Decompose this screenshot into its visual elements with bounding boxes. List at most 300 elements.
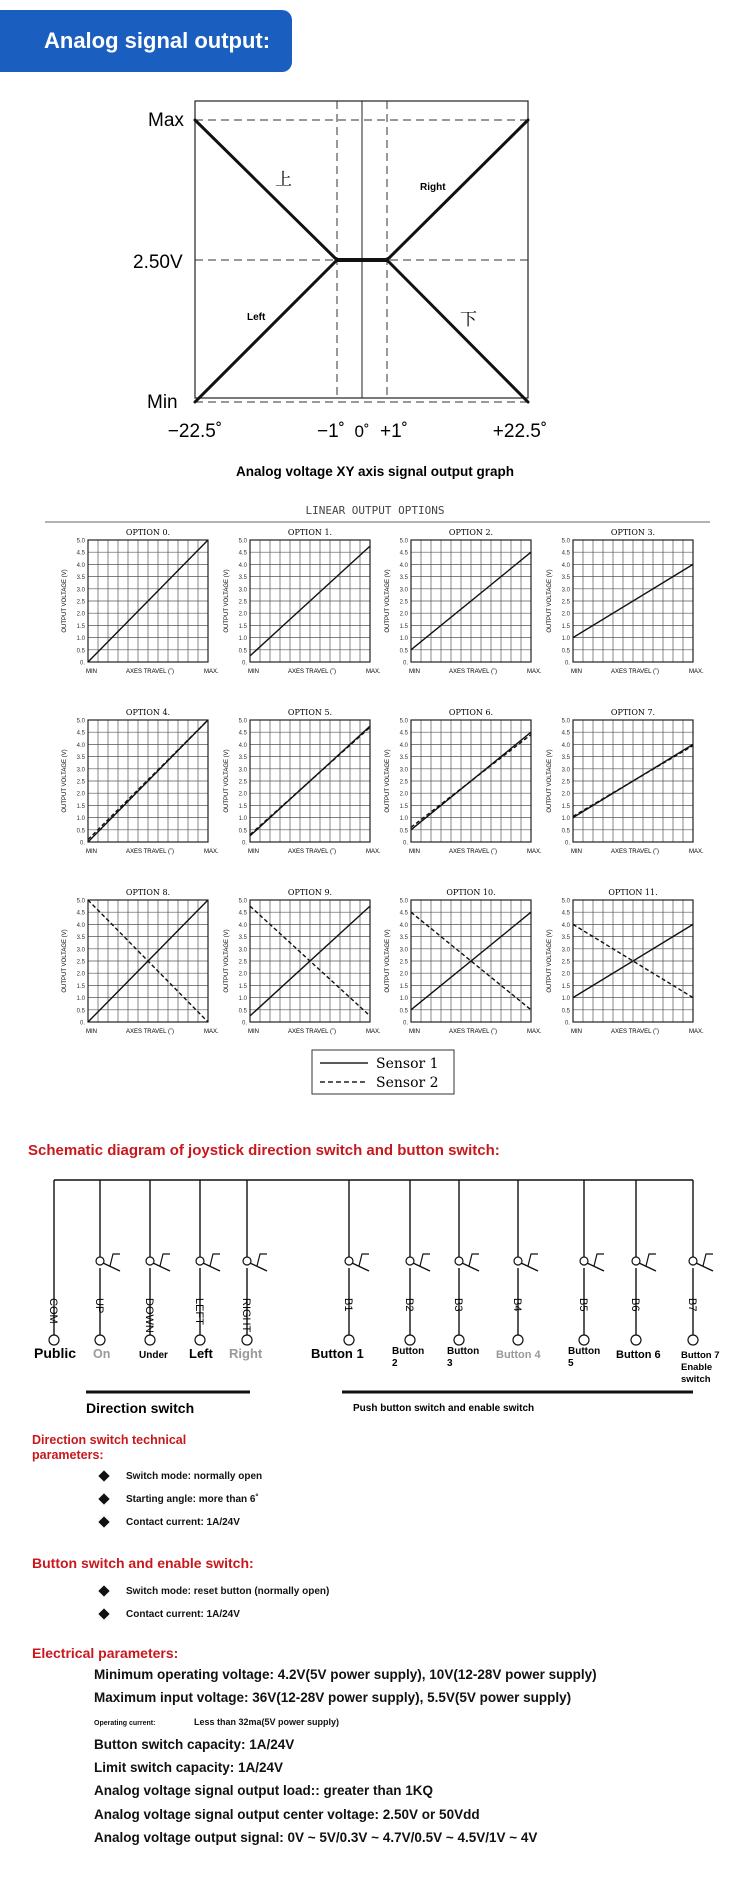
y-tick-label: 2.0 [238,791,247,798]
y-tick-label: 4.5 [76,910,85,917]
y-axis-label: OUTPUT VOLTAGE (V) [62,569,68,633]
y-tick-label: 0.5 [238,1008,247,1015]
y-tick-label: 3.0 [561,587,570,594]
pin-terminal [145,1335,155,1345]
switch-contact [511,1180,538,1345]
y-tick-label: 1.0 [561,996,570,1003]
y-tick-label: 4.5 [399,910,408,917]
label-button2b: 2 [392,1358,398,1369]
x-axis-label: AXES TRAVEL (˚) [126,849,174,855]
y-tick-label: 4.5 [399,550,408,557]
y-tick-label: 3.0 [238,587,247,594]
option-chart [547,708,704,855]
y-tick-label: 3.5 [238,935,247,942]
label-left: Left [247,312,266,323]
banner-title: Analog signal output: [44,28,271,53]
y-tick-label: 1.0 [76,636,85,643]
y-axis-label: OUTPUT VOLTAGE (V) [385,569,391,633]
switch-actuator [359,1254,369,1266]
x-tick-zero: 0˚ [354,422,370,441]
switch-blade [462,1263,479,1271]
y-tick-label: 4.5 [238,550,247,557]
label-button7c: switch [681,1374,711,1385]
pin-terminal [631,1335,641,1345]
pin-label: DOWN [143,1298,155,1333]
switch-blade [203,1263,220,1271]
y-tick-label: 0.5 [561,828,570,835]
y-tick-label: 5.0 [238,898,247,905]
pin-label: B1 [342,1298,354,1312]
y-tick-label: 3.5 [399,575,408,582]
x-tick-neg1: −1˚ [317,421,345,442]
y-tick-label: 3.5 [238,755,247,762]
y-tick-label: 2.5 [76,959,85,966]
switch-contact [193,1180,220,1345]
legend-sensor2-label: Sensor 2 [376,1075,439,1091]
option-title: OPTION 5. [287,708,333,717]
x-min-label: MIN [86,669,97,675]
x-max-label: MAX. [366,1029,381,1035]
switch-actuator [646,1254,656,1266]
label-button2a: Button [392,1346,425,1357]
x-min-label: MIN [571,849,582,855]
x-tick-right: +22.5˚ [492,421,548,442]
y-tick-label: 1.5 [399,983,408,990]
direction-param-item: Switch mode: normally open [100,1470,262,1493]
y-tick-label: 2.0 [76,791,85,798]
y-tick-label: 2.5 [76,779,85,786]
option-title: OPTION 2. [448,528,494,537]
section-banner [0,10,292,72]
operating-current-label: Operating current: [94,1719,156,1727]
pin-label: B6 [629,1298,641,1312]
y-tick-label: 4.0 [399,742,408,749]
y-tick-label: 4.5 [399,730,408,737]
y-tick-label: 0. [79,660,85,667]
switch-actuator [594,1254,604,1266]
switch-actuator [257,1254,267,1266]
y-tick-label: 3.5 [76,575,85,582]
y-tick-label: 3.5 [76,755,85,762]
pin-label: COM [47,1298,59,1324]
x-min-label: MIN [248,849,259,855]
x-max-label: MAX. [366,669,381,675]
operating-current [94,1713,597,1736]
y-tick-label: 3.5 [399,935,408,942]
y-tick-label: 3.5 [561,935,570,942]
y-tick-label: 4.5 [238,910,247,917]
option-chart [62,888,219,1035]
y-tick-max: Max [148,110,184,131]
y-tick-label: 3.0 [399,947,408,954]
y-axis-label: OUTPUT VOLTAGE (V) [224,929,230,993]
switch-actuator [703,1254,713,1266]
y-tick-label: 4.5 [76,730,85,737]
y-tick-label: 0. [564,1020,570,1027]
max-input-voltage: Maximum input voltage: 36V(12-28V power supply), 5.5V(5V power supply) [94,1690,572,1706]
label-button3b: 3 [447,1358,453,1369]
y-tick-label: 5.0 [561,718,570,725]
y-tick-min: Min [147,392,178,413]
option-chart [547,528,704,675]
y-tick-label: 5.0 [399,538,408,545]
switch-contact [629,1180,656,1345]
y-tick-label: 1.5 [238,983,247,990]
label-up: 上 [275,170,292,189]
switch-blade [587,1263,604,1271]
y-tick-label: 1.0 [238,636,247,643]
switch-node [196,1257,204,1265]
switch-blade [250,1263,267,1271]
y-tick-label: 1.0 [238,996,247,1003]
y-tick-label: 0.5 [76,648,85,655]
switch-node [96,1257,104,1265]
xy-output-graph [0,80,750,500]
y-tick-label: 4.0 [76,562,85,569]
label-button1: Button 1 [311,1346,364,1361]
switch-contact [452,1180,479,1345]
switch-blade [103,1263,120,1271]
x-axis-label: AXES TRAVEL (˚) [288,1029,336,1035]
y-tick-label: 0.5 [238,648,247,655]
y-tick-label: 3.5 [561,755,570,762]
switch-actuator [210,1254,220,1266]
y-tick-label: 4.0 [76,922,85,929]
label-button7a: Button 7 [681,1350,720,1361]
switch-node [580,1257,588,1265]
pin-label: LEFT [193,1298,205,1325]
switch-blade [521,1263,538,1271]
min-operating-voltage: Minimum operating voltage: 4.2V(5V power supply), 10V(12-28V power supply) [94,1667,597,1682]
switch-actuator [160,1254,170,1266]
label-button4: Button 4 [496,1349,541,1361]
y-tick-label: 0. [402,660,408,667]
y-axis-label: OUTPUT VOLTAGE (V) [547,569,553,633]
switch-blade [153,1263,170,1271]
y-tick-label: 3.5 [238,575,247,582]
x-axis-label: AXES TRAVEL (˚) [288,849,336,855]
y-tick-label: 1.5 [238,623,247,630]
y-axis-label: OUTPUT VOLTAGE (V) [224,749,230,813]
label-right: Right [229,1346,263,1361]
x-axis-label: AXES TRAVEL (˚) [126,669,174,675]
y-tick-label: 3.0 [76,587,85,594]
y-tick-label: 0. [79,1020,85,1027]
pin-terminal [688,1335,698,1345]
y-tick-label: 4.0 [399,922,408,929]
x-min-label: MIN [409,849,420,855]
x-min-label: MIN [86,849,97,855]
switch-blade [639,1263,656,1271]
pin-terminal [344,1335,354,1345]
x-min-label: MIN [571,1029,582,1035]
x-axis-label: AXES TRAVEL (˚) [288,669,336,675]
y-tick-label: 1.0 [238,816,247,823]
switch-contact [240,1180,267,1345]
switch-blade [696,1263,713,1271]
switch-contact [686,1180,713,1345]
y-tick-label: 5.0 [238,538,247,545]
y-tick-label: 5.0 [399,898,408,905]
label-on: On [93,1347,111,1361]
y-tick-label: 2.0 [561,611,570,618]
y-tick-label: 1.5 [76,623,85,630]
x-max-label: MAX. [689,849,704,855]
pin-terminal [405,1335,415,1345]
option-title: OPTION 7. [610,708,656,717]
y-tick-label: 2.5 [238,779,247,786]
y-tick-label: 0. [402,1020,408,1027]
operating-current-value: Less than 32ma(5V power supply) [193,1716,340,1727]
direction-switch-label: Direction switch [86,1400,195,1416]
y-tick-label: 3.0 [561,767,570,774]
x-axis-label: AXES TRAVEL (˚) [449,849,497,855]
y-tick-label: 3.0 [399,587,408,594]
x-axis-label: AXES TRAVEL (˚) [611,849,659,855]
x-max-label: MAX. [527,1029,542,1035]
x-min-label: MIN [248,1029,259,1035]
y-tick-label: 1.0 [399,996,408,1003]
y-tick-label: 3.0 [76,767,85,774]
x-max-label: MAX. [204,669,219,675]
y-tick-label: 4.0 [238,922,247,929]
switch-contact [403,1180,430,1345]
electrical-title: Electrical parameters: [32,1645,179,1661]
switch-schematic [0,1160,750,1420]
y-tick-label: 4.5 [561,730,570,737]
switch-node [632,1257,640,1265]
y-tick-label: 1.5 [76,803,85,810]
x-min-label: MIN [409,1029,420,1035]
x-min-label: MIN [409,669,420,675]
switch-contact [577,1180,604,1345]
option-chart [62,708,219,855]
label-right: Right [420,182,446,193]
y-tick-label: 3.5 [561,575,570,582]
switch-contact [93,1180,120,1345]
switch-actuator [469,1254,479,1266]
y-tick-label: 3.5 [76,935,85,942]
y-tick-label: 3.5 [399,755,408,762]
y-tick-label: 3.0 [399,767,408,774]
output-signal: Analog voltage output signal: 0V ~ 5V/0.3V ~ 4.7V/0.5V ~ 4.5V/1V ~ 4V [94,1830,538,1846]
x-max-label: MAX. [527,669,542,675]
button-param-item: Switch mode: reset button (normally open) [100,1585,329,1608]
y-tick-label: 2.5 [561,599,570,606]
x-axis-label: AXES TRAVEL (˚) [611,669,659,675]
label-button3a: Button [447,1346,480,1357]
option-title: OPTION 4. [125,708,171,717]
switch-node [243,1257,251,1265]
y-tick-label: 5.0 [561,538,570,545]
y-tick-label: 0. [241,840,247,847]
y-axis-label: OUTPUT VOLTAGE (V) [224,569,230,633]
options-title: LINEAR OUTPUT OPTIONS [305,504,445,517]
label-button7b: Enable [681,1362,713,1373]
x-min-label: MIN [248,669,259,675]
option-chart [547,888,704,1035]
y-tick-mid: 2.50V [133,252,183,273]
y-tick-label: 1.5 [399,803,408,810]
label-left: Left [189,1346,213,1361]
y-tick-label: 1.0 [561,636,570,643]
x-max-label: MAX. [204,849,219,855]
pin-label: B3 [452,1298,464,1312]
y-tick-label: 2.5 [399,959,408,966]
option-chart [224,528,381,675]
switch-actuator [420,1254,430,1266]
y-tick-label: 1.0 [76,816,85,823]
y-tick-label: 1.0 [399,636,408,643]
y-tick-label: 0.5 [399,648,408,655]
y-tick-label: 3.0 [238,767,247,774]
button-params-title: Button switch and enable switch: [32,1555,254,1571]
y-tick-label: 1.5 [561,623,570,630]
pin-label: B7 [686,1298,698,1312]
y-tick-label: 4.0 [76,742,85,749]
x-axis-label: AXES TRAVEL (˚) [126,1029,174,1035]
x-max-label: MAX. [204,1029,219,1035]
button-param-item: Contact current: 1A/24V [100,1608,329,1631]
y-tick-label: 4.5 [561,910,570,917]
option-chart [224,708,381,855]
label-under: Under [139,1350,168,1361]
y-axis-label: OUTPUT VOLTAGE (V) [385,929,391,993]
pin-label: B5 [577,1298,589,1312]
y-tick-label: 4.0 [561,922,570,929]
y-axis-label: OUTPUT VOLTAGE (V) [547,929,553,993]
linear-output-options [0,500,750,1100]
y-tick-label: 0.5 [399,1008,408,1015]
option-title: OPTION 6. [448,708,494,717]
option-chart [385,888,542,1035]
switch-actuator [110,1254,120,1266]
option-title: OPTION 8. [125,888,171,897]
option-title: OPTION 10. [446,888,496,897]
direction-params-title [32,1433,186,1463]
y-tick-label: 2.0 [399,791,408,798]
label-button5b: 5 [568,1358,574,1369]
y-tick-label: 0. [564,840,570,847]
y-tick-label: 2.5 [238,599,247,606]
y-tick-label: 1.5 [238,803,247,810]
limit-switch-capacity: Limit switch capacity: 1A/24V [94,1760,284,1776]
y-tick-label: 4.5 [238,730,247,737]
switch-actuator [528,1254,538,1266]
y-tick-label: 5.0 [76,718,85,725]
graph-caption: Analog voltage XY axis signal output graph [235,464,515,479]
pin-label: UP [93,1298,105,1314]
y-tick-label: 3.0 [76,947,85,954]
y-tick-label: 3.0 [561,947,570,954]
x-max-label: MAX. [527,849,542,855]
direction-params-title-line1: Direction switch technical [32,1433,187,1447]
y-tick-label: 2.5 [561,779,570,786]
y-tick-label: 0.5 [76,828,85,835]
x-min-label: MIN [571,669,582,675]
y-tick-label: 2.0 [76,971,85,978]
x-axis-label: AXES TRAVEL (˚) [449,669,497,675]
switch-contact [342,1180,369,1345]
y-tick-label: 4.0 [561,562,570,569]
x-min-label: MIN [86,1029,97,1035]
option-title: OPTION 1. [287,528,333,537]
y-tick-label: 1.0 [561,816,570,823]
y-tick-label: 2.5 [561,959,570,966]
y-tick-label: 1.5 [399,623,408,630]
y-tick-label: 2.0 [561,971,570,978]
y-tick-label: 4.0 [238,562,247,569]
center-voltage: Analog voltage signal output center voltage: 2.50V or 50Vdd [94,1806,480,1822]
switch-node [345,1257,353,1265]
option-title: OPTION 9. [287,888,333,897]
y-tick-label: 2.0 [76,611,85,618]
output-load: Analog voltage signal output load:: greater than 1KQ [94,1783,434,1799]
label-button6: Button 6 [616,1349,661,1361]
x-max-label: MAX. [366,849,381,855]
y-tick-label: 5.0 [399,718,408,725]
y-axis-label: OUTPUT VOLTAGE (V) [62,929,68,993]
y-tick-label: 4.0 [561,742,570,749]
pin-terminal [95,1335,105,1345]
button-switch-capacity: Button switch capacity: 1A/24V [94,1736,295,1752]
y-tick-label: 2.5 [399,779,408,786]
x-axis-label: AXES TRAVEL (˚) [611,1029,659,1035]
y-axis-label: OUTPUT VOLTAGE (V) [547,749,553,813]
y-tick-label: 0. [402,840,408,847]
x-max-label: MAX. [689,1029,704,1035]
push-button-label: Push button switch and enable switch [353,1403,535,1414]
x-tick-left: −22.5˚ [167,421,223,442]
y-tick-label: 2.0 [399,971,408,978]
y-tick-label: 2.0 [238,971,247,978]
y-axis-label: OUTPUT VOLTAGE (V) [385,749,391,813]
direction-params-title-line2: parameters: [32,1448,104,1462]
switch-contact [143,1180,170,1345]
button-params-list [100,1585,329,1631]
pin-terminal [49,1335,59,1345]
direction-params-list [100,1470,262,1539]
x-tick-pos1: +1˚ [380,421,408,442]
y-tick-label: 0. [241,660,247,667]
option-title: OPTION 11. [608,888,658,897]
legend-sensor1-label: Sensor 1 [376,1056,439,1072]
y-tick-label: 0. [79,840,85,847]
switch-node [146,1257,154,1265]
y-tick-label: 2.0 [238,611,247,618]
y-tick-label: 2.5 [238,959,247,966]
y-tick-label: 2.5 [76,599,85,606]
y-tick-label: 0.5 [238,828,247,835]
y-tick-label: 4.5 [561,550,570,557]
com-terminal [47,1180,59,1345]
direction-param-item: Contact current: 1A/24V [100,1516,262,1539]
switch-blade [352,1263,369,1271]
y-tick-label: 5.0 [76,898,85,905]
label-down: 下 [460,310,477,329]
direction-param-item: Starting angle: more than 6˚ [100,1493,262,1516]
y-tick-label: 5.0 [76,538,85,545]
y-tick-label: 0.5 [561,1008,570,1015]
switch-node [514,1257,522,1265]
y-tick-label: 1.5 [561,983,570,990]
pin-terminal [513,1335,523,1345]
schematic-title: Schematic diagram of joystick direction switch and button switch: [28,1142,500,1159]
switch-node [689,1257,697,1265]
y-tick-label: 0.5 [399,828,408,835]
pin-label: RIGHT [240,1298,252,1333]
y-tick-label: 2.5 [399,599,408,606]
